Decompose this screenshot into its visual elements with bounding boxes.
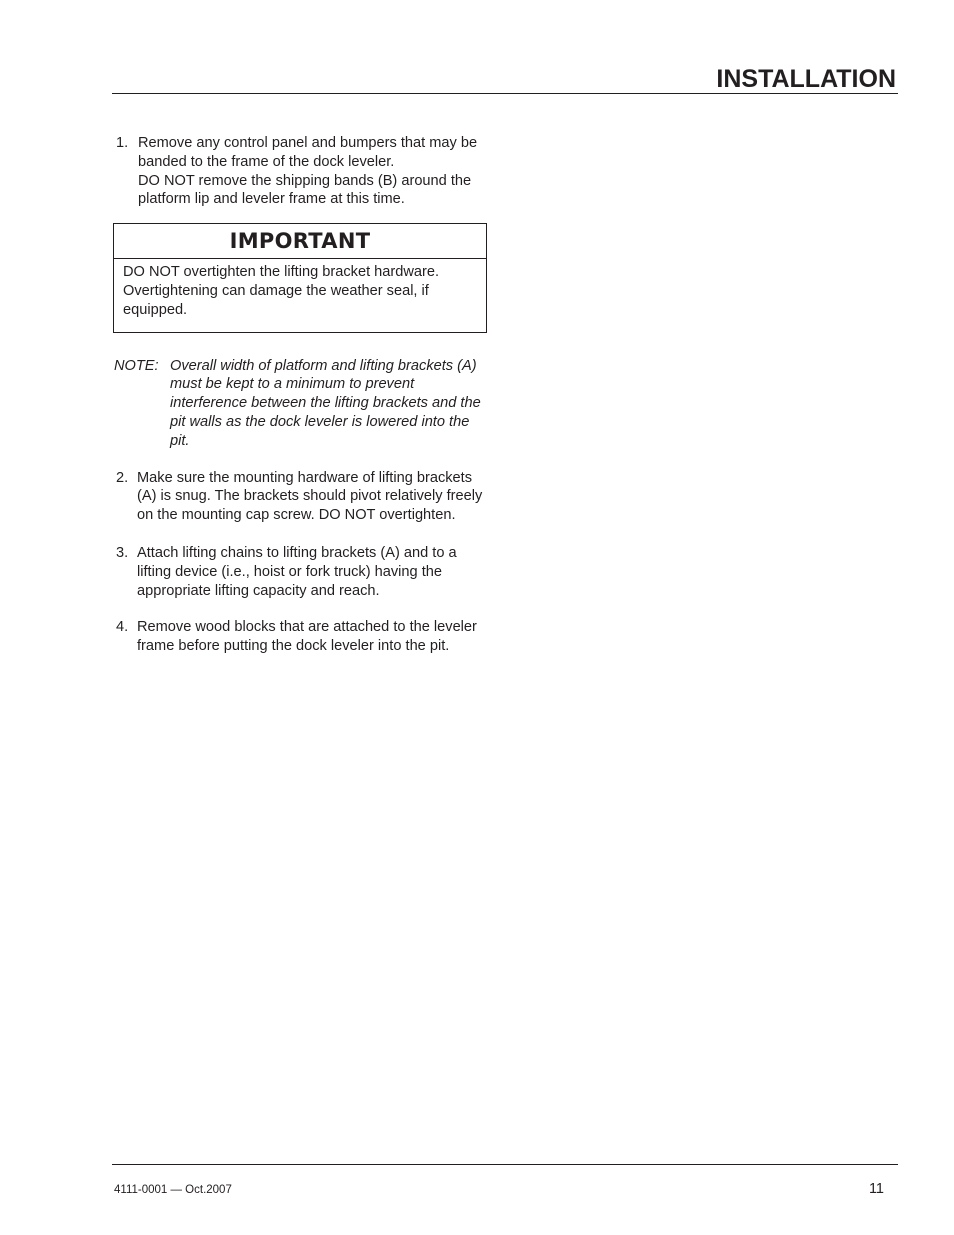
- document-number: 4111-0001 — Oct.2007: [114, 1184, 232, 1196]
- step-text: Attach lifting chains to lifting brackets (A) and to a lifting device (i.e., hoist or fork truck) having the appropriate lifting capacity and reach.: [137, 544, 457, 599]
- step-text-warning: DO NOT remove the shipping bands (B) around the platform lip and leveler frame at this time.: [138, 172, 472, 208]
- important-callout: [113, 223, 487, 332]
- step-text: Remove wood blocks that are attached to the leveler frame before putting the dock leveler into the pit.: [137, 619, 477, 655]
- important-text: DO NOT overtighten the lifting bracket hardware. Overtightening can damage the weather seal, if equipped.: [123, 264, 440, 318]
- important-heading: IMPORTANT: [114, 224, 486, 259]
- note-text: Overall width of platform and lifting brackets (A) must be kept to a minimum to prevent interference between the lifting brackets and the pit walls as the dock leveler is lowered into the pit.: [170, 357, 481, 449]
- page-number: 11: [868, 1181, 884, 1197]
- note-label: NOTE:: [114, 357, 159, 374]
- step-text: Make sure the mounting hardware of lifting brackets (A) is snug. The brackets should pivot relatively freely on the mounting cap screw. DO NOT overtighten.: [137, 469, 483, 524]
- content-column: [114, 134, 490, 656]
- step-1: [114, 134, 490, 209]
- note: [114, 357, 490, 451]
- step-3: [114, 544, 490, 600]
- step-2: [114, 469, 490, 525]
- page-title: INSTALLATION: [716, 65, 896, 93]
- step-number: 2.: [116, 469, 129, 486]
- step-text: Remove any control panel and bumpers that may be banded to the frame of the dock leveler.: [138, 135, 478, 170]
- step-4: [114, 618, 490, 656]
- footer-divider: [112, 1164, 898, 1165]
- step-number: 4.: [116, 619, 129, 636]
- header-divider: [112, 93, 898, 94]
- step-number: 1.: [116, 135, 129, 151]
- step-number: 3.: [116, 544, 129, 561]
